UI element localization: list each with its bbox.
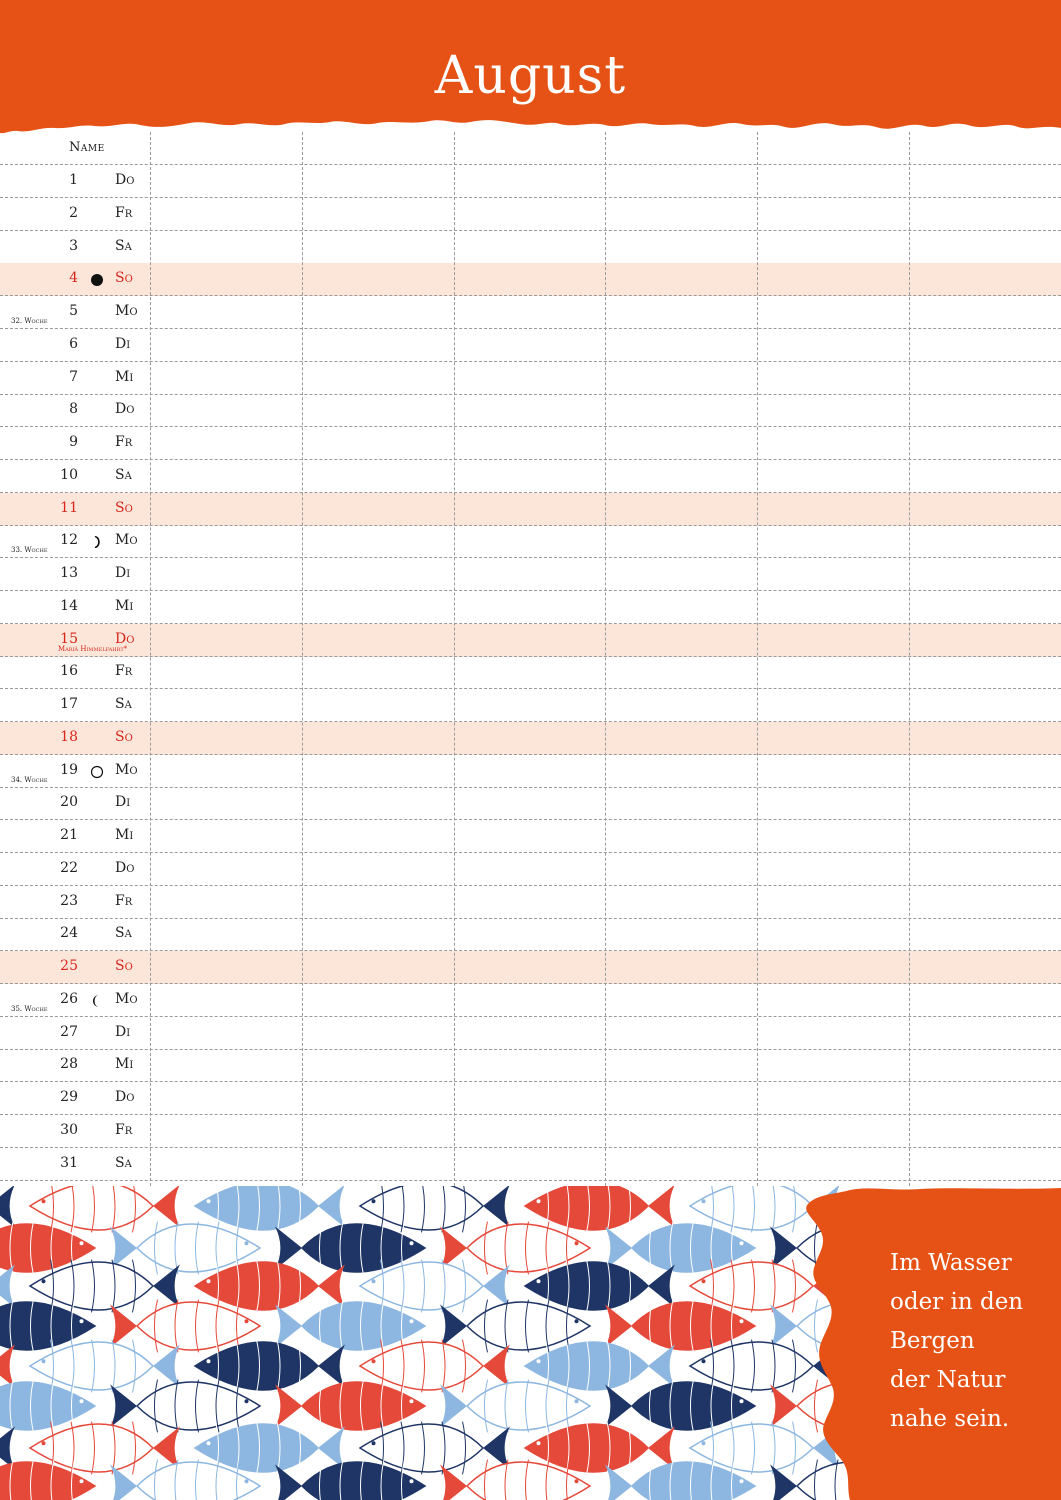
weekday-name: Mi [115, 1056, 134, 1072]
weekday-name: So [115, 958, 133, 974]
quote-line: oder in den [890, 1289, 1024, 1315]
week-number-label: 34. Woche [11, 776, 48, 784]
weekday-name: Di [115, 336, 131, 352]
weekday-name: Do [115, 631, 135, 647]
week-number-label: 35. Woche [11, 1005, 48, 1013]
day-row[interactable] [0, 198, 1061, 231]
day-number: 9 [69, 434, 78, 450]
day-number: 26 [60, 991, 78, 1007]
day-row[interactable] [0, 787, 1061, 820]
day-row[interactable] [0, 624, 1061, 657]
day-number: 22 [60, 860, 78, 876]
day-number: 31 [60, 1155, 78, 1171]
fish-pattern-illustration [0, 1186, 860, 1500]
day-row[interactable] [0, 460, 1061, 493]
week-number-label: 32. Woche [11, 317, 48, 325]
weekday-name: Fr [115, 663, 133, 679]
quote-line: Bergen [890, 1328, 975, 1354]
full-moon-icon [90, 765, 104, 779]
weekday-name: Fr [115, 1122, 133, 1138]
weekday-name: So [115, 270, 133, 286]
fish-illustration [605, 1380, 755, 1433]
day-row[interactable] [0, 427, 1061, 460]
day-number: 7 [69, 369, 78, 385]
weekday-name: Mo [115, 532, 138, 548]
day-number: 10 [60, 467, 78, 483]
month-title: August [434, 46, 627, 106]
day-row[interactable] [0, 296, 1061, 329]
day-number: 12 [60, 532, 78, 548]
fish-pattern-svg [0, 1186, 860, 1500]
day-number: 23 [60, 893, 78, 909]
column-divider [454, 132, 455, 1186]
day-row[interactable] [0, 1148, 1061, 1181]
day-row[interactable] [0, 722, 1061, 755]
day-number: 14 [60, 598, 78, 614]
day-row[interactable] [0, 1049, 1061, 1082]
day-row[interactable] [0, 1115, 1061, 1148]
day-number: 13 [60, 565, 78, 581]
day-row[interactable] [0, 820, 1061, 853]
quote-text [890, 1244, 1050, 1439]
weekday-name: Mi [115, 598, 134, 614]
column-divider [909, 132, 910, 1186]
day-row[interactable] [0, 853, 1061, 886]
day-number: 1 [69, 172, 78, 188]
day-number: 30 [60, 1122, 78, 1138]
last-quarter-icon [90, 994, 104, 1008]
day-number: 17 [60, 696, 78, 712]
weekday-name: Mo [115, 991, 138, 1007]
weekday-name: Sa [115, 1155, 132, 1171]
fish-illustration [275, 1380, 425, 1433]
day-row[interactable] [0, 591, 1061, 624]
day-number: 20 [60, 794, 78, 810]
fish-illustration [525, 1186, 675, 1232]
weekday-name: Fr [115, 205, 133, 221]
day-number: 25 [60, 958, 78, 974]
day-row[interactable] [0, 263, 1061, 296]
day-number: 21 [60, 827, 78, 843]
fish-illustration [440, 1380, 590, 1433]
weekday-name: Mo [115, 762, 138, 778]
day-row[interactable] [0, 558, 1061, 591]
day-number: 3 [69, 238, 78, 254]
weekday-name: Do [115, 1089, 135, 1105]
month-header [0, 0, 1061, 140]
day-number: 29 [60, 1089, 78, 1105]
week-number-label: 33. Woche [11, 546, 48, 554]
weekday-name: Mi [115, 369, 134, 385]
day-row[interactable] [0, 394, 1061, 427]
day-row[interactable] [0, 656, 1061, 689]
day-row[interactable] [0, 362, 1061, 395]
day-row[interactable] [0, 165, 1061, 198]
day-row[interactable] [0, 525, 1061, 558]
quote-line: Im Wasser [890, 1250, 1012, 1276]
day-number: 8 [69, 401, 78, 417]
day-row[interactable] [0, 689, 1061, 722]
weekday-name: Do [115, 172, 135, 188]
weekday-name: Do [115, 860, 135, 876]
calendar-grid [0, 132, 1061, 1186]
weekday-name: Sa [115, 467, 132, 483]
day-row[interactable] [0, 984, 1061, 1017]
day-row[interactable] [0, 918, 1061, 951]
name-column-label: Name [69, 140, 105, 155]
day-number: 11 [60, 500, 78, 516]
weekday-name: Sa [115, 696, 132, 712]
day-row[interactable] [0, 1017, 1061, 1050]
day-number: 16 [60, 663, 78, 679]
day-row[interactable] [0, 329, 1061, 362]
weekday-name: Sa [115, 238, 132, 254]
fish-illustration [360, 1186, 510, 1232]
day-number: 19 [60, 762, 78, 778]
weekday-name: Fr [115, 434, 133, 450]
day-row[interactable] [0, 886, 1061, 919]
first-quarter-icon [90, 535, 104, 549]
fish-illustration [110, 1380, 260, 1433]
quote-line: der Natur [890, 1367, 1006, 1393]
column-divider [150, 132, 151, 1186]
weekday-name: Di [115, 1024, 131, 1040]
day-row[interactable] [0, 493, 1061, 526]
day-row[interactable] [0, 1082, 1061, 1115]
header-row [0, 132, 1061, 165]
quote-line: nahe sein. [890, 1406, 1010, 1432]
weekday-name: So [115, 500, 133, 516]
day-row[interactable] [0, 951, 1061, 984]
day-number: 4 [69, 270, 78, 286]
weekday-name: Do [115, 401, 135, 417]
weekday-name: Di [115, 565, 131, 581]
day-number: 6 [69, 336, 78, 352]
day-number: 18 [60, 729, 78, 745]
weekday-name: Mi [115, 827, 134, 843]
day-row[interactable] [0, 231, 1061, 264]
weekday-name: Mo [115, 303, 138, 319]
new-moon-icon [90, 273, 104, 287]
weekday-name: Sa [115, 925, 132, 941]
weekday-name: Fr [115, 893, 133, 909]
day-number: 15 [60, 631, 78, 647]
day-number: 27 [60, 1024, 78, 1040]
fish-illustration [30, 1186, 180, 1232]
column-divider [302, 132, 303, 1186]
day-number: 2 [69, 205, 78, 221]
weekday-name: Di [115, 794, 131, 810]
day-number: 28 [60, 1056, 78, 1072]
day-number: 24 [60, 925, 78, 941]
fish-illustration [195, 1186, 345, 1232]
weekday-name: So [115, 729, 133, 745]
day-number: 5 [69, 303, 78, 319]
day-row[interactable] [0, 755, 1061, 788]
column-divider [605, 132, 606, 1186]
holiday-label: Mariä Himmelfahrt* [58, 645, 128, 653]
column-divider [757, 132, 758, 1186]
